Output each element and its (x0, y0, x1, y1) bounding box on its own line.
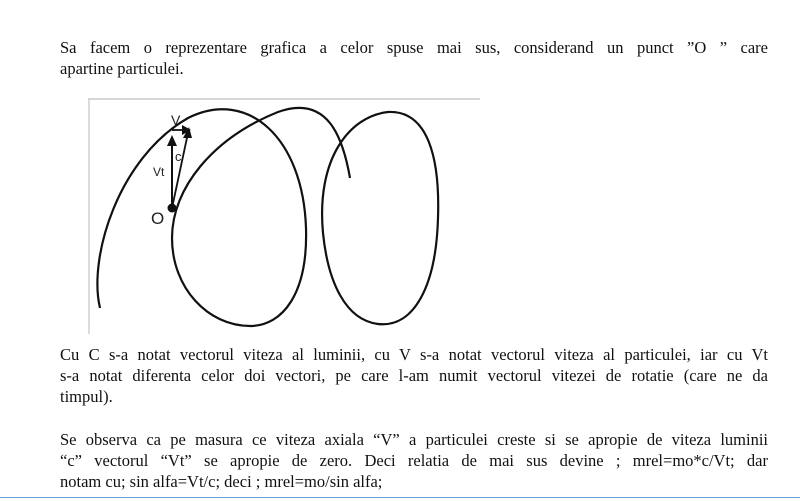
page-bottom-divider (0, 497, 800, 498)
label-vt: Vt (153, 165, 165, 179)
vector-vt-arrowhead (167, 135, 177, 146)
paragraph-intro-line-2: apartine particulei. (60, 59, 184, 78)
paragraph-conclusion (60, 429, 768, 492)
paragraph-vectors-line-3: timpul). (60, 387, 113, 406)
paragraph-vectors-line-1: Cu C s-a notat vectorul viteza al luminii, cu V s-a notat vectorul viteza al particulei, iar cu Vt (60, 345, 768, 364)
label-c: c (175, 149, 182, 164)
point-o (168, 204, 177, 213)
helix-diagram (88, 98, 480, 338)
helix-figure (88, 98, 480, 338)
paragraph-conclusion-line-2: “c” vectorul “Vt” se apropie de zero. Deci relatia de mai sus devine ; mrel=mo*c/Vt; dar (60, 451, 768, 470)
paragraph-conclusion-line-1: Se observa ca pe masura ce viteza axiala “V” a particulei creste si se apropie de viteza luminii (60, 430, 768, 449)
label-o: O (151, 209, 165, 228)
paragraph-vectors-line-2: s-a notat diferenta celor doi vectori, pe care l-am numit vectorul vitezei de rotatie (care ne da (60, 366, 768, 385)
trajectory-curve-1 (97, 108, 350, 326)
paragraph-intro-line-1: Sa facem o reprezentare grafica a celor spuse mai sus, considerand un punct ”O ” care (60, 38, 768, 57)
paragraph-intro (60, 37, 768, 79)
paragraph-conclusion-line-3: notam cu; sin alfa=Vt/c; deci ; mrel=mo/sin alfa; (60, 472, 383, 491)
trajectory-curve-2 (322, 112, 438, 324)
paragraph-vectors (60, 344, 768, 407)
label-v: V (171, 112, 181, 128)
